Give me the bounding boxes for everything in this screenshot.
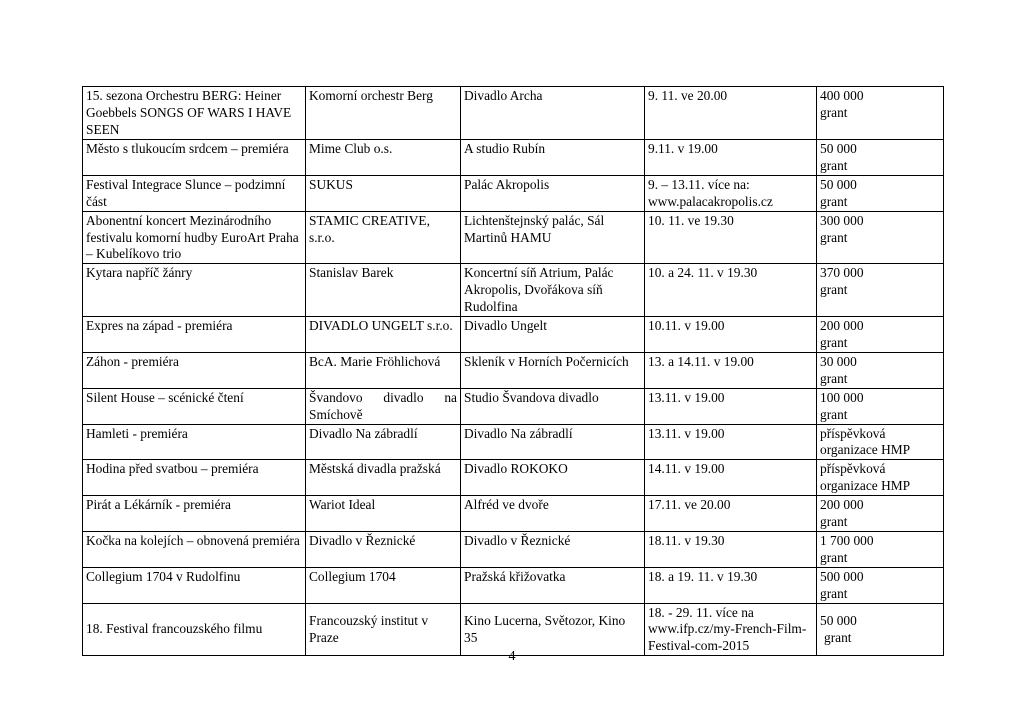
funding bbox=[817, 603, 944, 656]
organizer: BcA. Marie Fröhlichová bbox=[306, 352, 461, 388]
venue: Divadlo Ungelt bbox=[461, 317, 645, 353]
organizer: DIVADLO UNGELT s.r.o. bbox=[306, 317, 461, 353]
funding-amount: 370 000 bbox=[820, 265, 864, 281]
venue: Divadlo Na zábradlí bbox=[461, 424, 645, 460]
date-time: 9.11. v 19.00 bbox=[645, 140, 817, 176]
venue: Skleník v Horních Počernicích bbox=[461, 352, 645, 388]
funding-type: grant bbox=[820, 514, 848, 530]
date-time: 18. - 29. 11. více na www.ifp.cz/my-French-Film-Festival-com-2015 bbox=[645, 603, 817, 656]
date-time: 10.11. v 19.00 bbox=[645, 317, 817, 353]
funding bbox=[817, 211, 944, 264]
event-name: Záhon - premiéra bbox=[83, 352, 306, 388]
organizer-line: Smíchově bbox=[309, 406, 363, 422]
funding bbox=[817, 388, 944, 424]
date-time: 18. a 19. 11. v 19.30 bbox=[645, 567, 817, 603]
venue: Studio Švandova divadlo bbox=[461, 388, 645, 424]
funding bbox=[817, 175, 944, 211]
table-row bbox=[83, 211, 944, 264]
funding-type: grant bbox=[820, 549, 848, 565]
funding-type: grant bbox=[820, 370, 848, 386]
funding bbox=[817, 264, 944, 317]
funding-type: grant bbox=[820, 157, 848, 173]
event-name: 15. sezona Orchestru BERG: Heiner Goebbels SONGS OF WARS I HAVE SEEN bbox=[83, 87, 306, 140]
funding-type: grant bbox=[820, 193, 848, 209]
date-time: 10. a 24. 11. v 19.30 bbox=[645, 264, 817, 317]
organizer: Městská divadla pražská bbox=[306, 460, 461, 496]
date-time: 9. – 13.11. více na: www.palacakropolis.cz bbox=[645, 175, 817, 211]
table-row bbox=[83, 603, 944, 656]
date-time: 14.11. v 19.00 bbox=[645, 460, 817, 496]
event-name: 18. Festival francouzského filmu bbox=[83, 603, 306, 656]
funding-amount: 400 000 bbox=[820, 88, 864, 103]
organizer: Divadlo Na zábradlí bbox=[306, 424, 461, 460]
event-name: Kočka na kolejích – obnovená premiéra bbox=[83, 531, 306, 567]
table-row bbox=[83, 352, 944, 388]
organizer: Wariot Ideal bbox=[306, 496, 461, 532]
funding-amount: 100 000 bbox=[820, 389, 864, 405]
page-number: 4 bbox=[508, 649, 516, 664]
venue: Divadlo v Řeznické bbox=[461, 531, 645, 567]
venue: Alfréd ve dvoře bbox=[461, 496, 645, 532]
funding-amount: příspěvková bbox=[820, 461, 886, 477]
organizer: STAMIC CREATIVE, s.r.o. bbox=[306, 211, 461, 264]
date-time: 9. 11. ve 20.00 bbox=[645, 87, 817, 140]
date-time: 10. 11. ve 19.30 bbox=[645, 211, 817, 264]
funding bbox=[817, 460, 944, 496]
event-name: Festival Integrace Slunce – podzimní část bbox=[83, 175, 306, 211]
venue: A studio Rubín bbox=[461, 140, 645, 176]
funding-type: organizace HMP bbox=[820, 442, 911, 458]
funding-type: grant bbox=[820, 104, 848, 120]
organizer: Francouzský institut v Praze bbox=[306, 603, 461, 656]
organizer: Mime Club o.s. bbox=[306, 140, 461, 176]
table-row bbox=[83, 460, 944, 496]
organizer: Collegium 1704 bbox=[306, 567, 461, 603]
event-name: Hamleti - premiéra bbox=[83, 424, 306, 460]
table-row bbox=[83, 317, 944, 353]
table-row bbox=[83, 388, 944, 424]
event-name: Abonentní koncert Mezinárodního festivalu komorní hudby EuroArt Praha – Kubelíkovo trio bbox=[83, 211, 306, 264]
funding-type: grant bbox=[820, 282, 848, 298]
event-name: Silent House – scénické čtení bbox=[83, 388, 306, 424]
organizer-line: Švandovo divadlo na bbox=[309, 389, 457, 405]
table-row bbox=[83, 531, 944, 567]
event-name: Expres na západ - premiéra bbox=[83, 317, 306, 353]
table-row bbox=[83, 140, 944, 176]
venue: Lichtenštejnský palác, Sál Martinů HAMU bbox=[461, 211, 645, 264]
funding-amount: 1 700 000 bbox=[820, 532, 874, 548]
organizer: Stanislav Barek bbox=[306, 264, 461, 317]
funding bbox=[817, 87, 944, 140]
funding-amount: 30 000 bbox=[820, 353, 857, 369]
venue: Kino Lucerna, Světozor, Kino 35 bbox=[461, 603, 645, 656]
venue: Palác Akropolis bbox=[461, 175, 645, 211]
funding-amount: 300 000 bbox=[820, 212, 864, 228]
funding bbox=[817, 317, 944, 353]
table-row bbox=[83, 424, 944, 460]
date-time: 13.11. v 19.00 bbox=[645, 388, 817, 424]
funding bbox=[817, 531, 944, 567]
funding-type: grant bbox=[820, 406, 848, 422]
funding-type: grant bbox=[820, 585, 848, 601]
funding bbox=[817, 567, 944, 603]
event-name: Pirát a Lékárník - premiéra bbox=[83, 496, 306, 532]
event-name: Město s tlukoucím srdcem – premiéra bbox=[83, 140, 306, 176]
table-row bbox=[83, 264, 944, 317]
funding-amount: příspěvková bbox=[820, 425, 886, 441]
venue: Divadlo Archa bbox=[461, 87, 645, 140]
funding-amount: 200 000 bbox=[820, 318, 864, 334]
table-row bbox=[83, 496, 944, 532]
funding-type: grant bbox=[820, 334, 848, 350]
funding-amount: 50 000 bbox=[820, 141, 857, 156]
table-row bbox=[83, 87, 944, 140]
venue: Divadlo ROKOKO bbox=[461, 460, 645, 496]
organizer: Komorní orchestr Berg bbox=[306, 87, 461, 140]
organizer: SUKUS bbox=[306, 175, 461, 211]
table-row bbox=[83, 175, 944, 211]
event-name: Collegium 1704 v Rudolfinu bbox=[83, 567, 306, 603]
funding-amount: 50 000 bbox=[820, 176, 857, 192]
venue: Koncertní síň Atrium, Palác Akropolis, Dvořákova síň Rudolfina bbox=[461, 264, 645, 317]
table-row bbox=[83, 567, 944, 603]
date-time: 18.11. v 19.30 bbox=[645, 531, 817, 567]
funding bbox=[817, 424, 944, 460]
funding-amount: 50 000 bbox=[820, 613, 857, 629]
funding-type: grant bbox=[820, 229, 848, 245]
funding-type: organizace HMP bbox=[820, 478, 911, 494]
date-time: 13.11. v 19.00 bbox=[645, 424, 817, 460]
funding-type: grant bbox=[824, 629, 852, 645]
funding bbox=[817, 140, 944, 176]
event-name: Kytara napříč žánry bbox=[83, 264, 306, 317]
event-name: Hodina před svatbou – premiéra bbox=[83, 460, 306, 496]
funding-amount: 500 000 bbox=[820, 568, 864, 584]
organizer bbox=[306, 388, 461, 424]
date-time: 17.11. ve 20.00 bbox=[645, 496, 817, 532]
venue: Pražská křižovatka bbox=[461, 567, 645, 603]
funding-amount: 200 000 bbox=[820, 497, 864, 513]
funding bbox=[817, 352, 944, 388]
events-table bbox=[82, 86, 944, 656]
organizer: Divadlo v Řeznické bbox=[306, 531, 461, 567]
date-time: 13. a 14.11. v 19.00 bbox=[645, 352, 817, 388]
funding bbox=[817, 496, 944, 532]
